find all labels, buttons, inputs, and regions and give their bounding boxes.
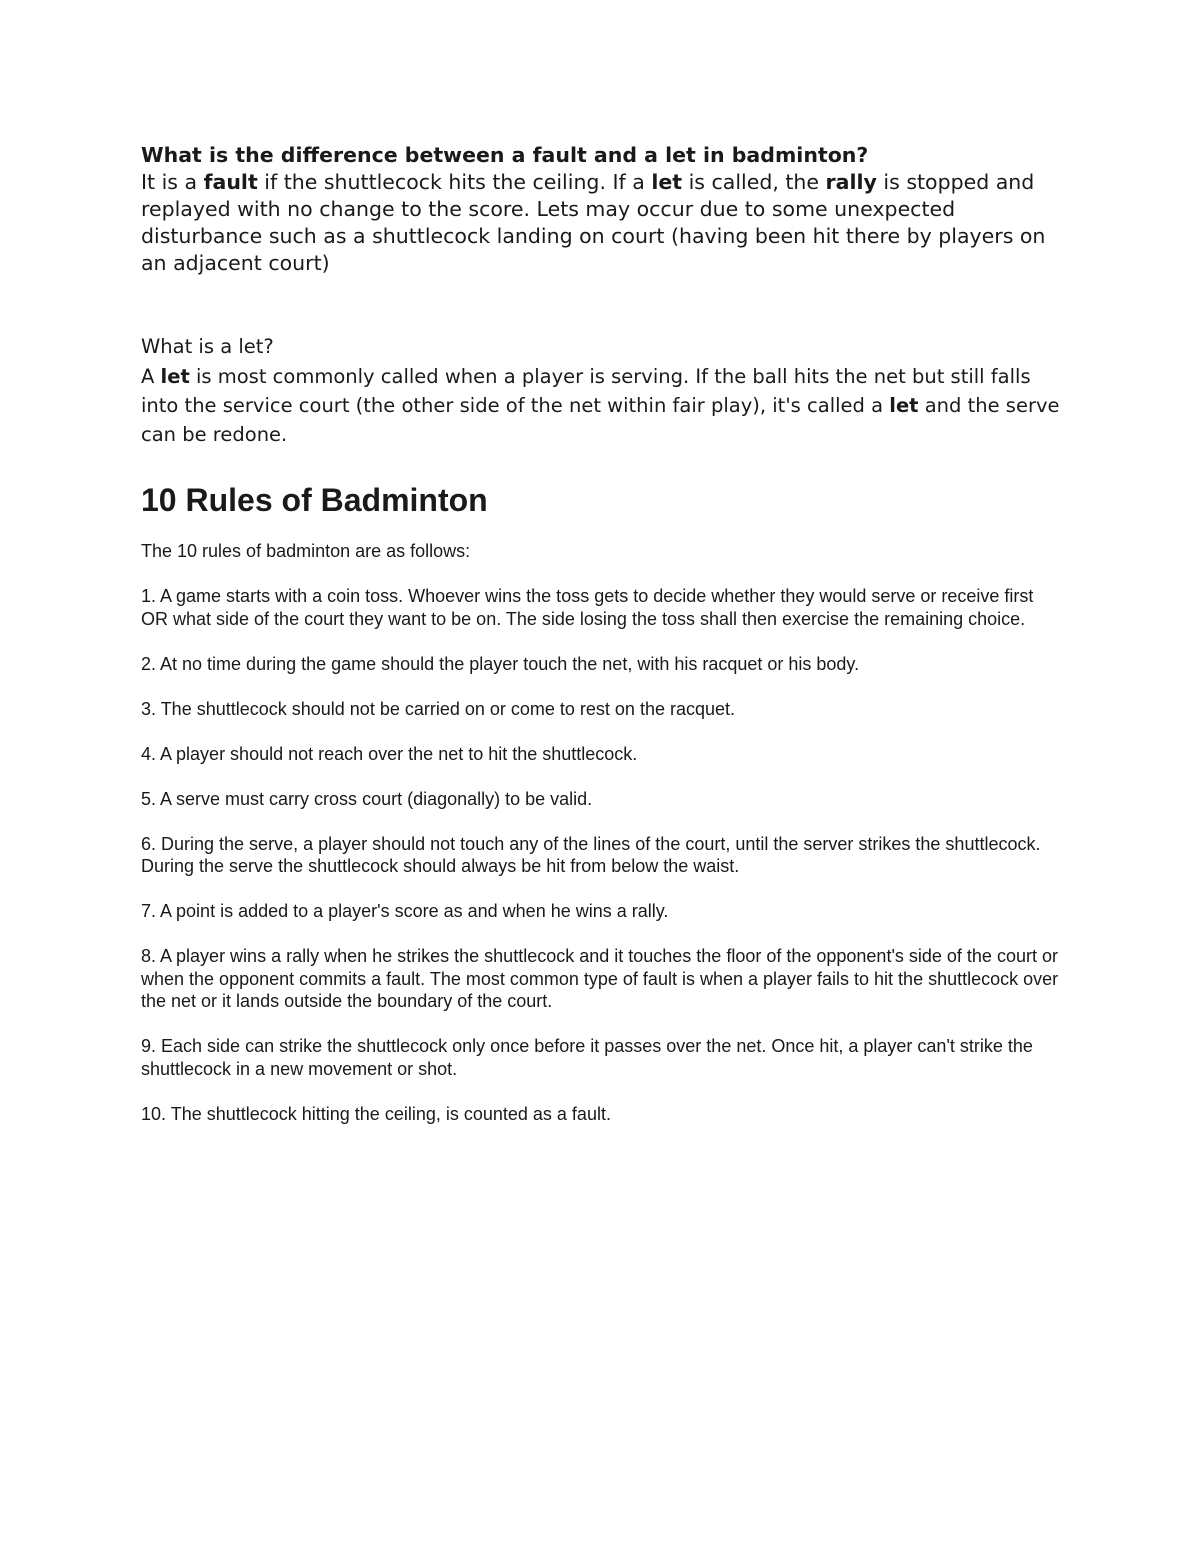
fault-vs-let-question: What is the difference between a fault and a let in badminton? xyxy=(141,143,869,167)
rule-item: 8. A player wins a rally when he strikes the shuttlecock and it touches the floor of the opponent's side of the court or when the opponent commits a fault. The most common type of fault is when a player fails to hit the shuttlecock over the net or it lands outside the boundary of the court. xyxy=(141,946,1059,1011)
fault-vs-let-answer: It is a fault if the shuttlecock hits the ceiling. If a let is called, the rally is stopped and replayed with no change to the score. Lets may occur due to some unexpected disturbance such as a shuttlecock landing on court (having been hit there by players on an adjacent court) xyxy=(141,170,1046,275)
rules-heading: 10 Rules of Badminton xyxy=(141,482,488,518)
rule-item: 7. A point is added to a player's score as and when he wins a rally. xyxy=(141,901,669,921)
what-is-let-section xyxy=(141,333,1061,449)
rule-item: 4. A player should not reach over the net to hit the shuttlecock. xyxy=(141,743,638,764)
rule-item: 6. During the serve, a player should not touch any of the lines of the court, until the server strikes the shuttlecock. During the serve the shuttlecock should always be hit from below the waist. xyxy=(141,833,1041,876)
rule-item: 3. The shuttlecock should not be carried on or come to rest on the racquet. xyxy=(141,698,736,719)
term-fault: fault xyxy=(203,170,258,194)
term-let: let xyxy=(651,170,683,194)
what-is-let-answer: A let is most commonly called when a player is serving. If the ball hits the net but still falls into the service court (the other side of the net within fair play), it's called a let and the serve can be redone. xyxy=(141,365,1060,446)
rule-item: 2. At no time during the game should the player touch the net, with his racquet or his body. xyxy=(141,653,860,674)
term-rally: rally xyxy=(825,170,877,194)
rules-intro: The 10 rules of badminton are as follows: xyxy=(141,541,471,561)
rule-item: 10. The shuttlecock hitting the ceiling, is counted as a fault. xyxy=(141,1103,611,1124)
term-let: let xyxy=(160,365,190,388)
fault-vs-let-section xyxy=(141,142,1061,277)
term-let: let xyxy=(889,394,919,417)
rules-list xyxy=(141,540,1061,1125)
document-page xyxy=(141,142,1061,1148)
what-is-let-question: What is a let? xyxy=(141,335,274,358)
rule-item: 1. A game starts with a coin toss. Whoever wins the toss gets to decide whether they would serve or receive first OR what side of the court they want to be on. The side losing the toss shall then exercise the remaining choice. xyxy=(141,586,1034,629)
rule-item: 9. Each side can strike the shuttlecock only once before it passes over the net. Once hit, a player can't strike the shuttlecock in a new movement or shot. xyxy=(141,1036,1033,1079)
rule-item: 5. A serve must carry cross court (diagonally) to be valid. xyxy=(141,788,593,809)
